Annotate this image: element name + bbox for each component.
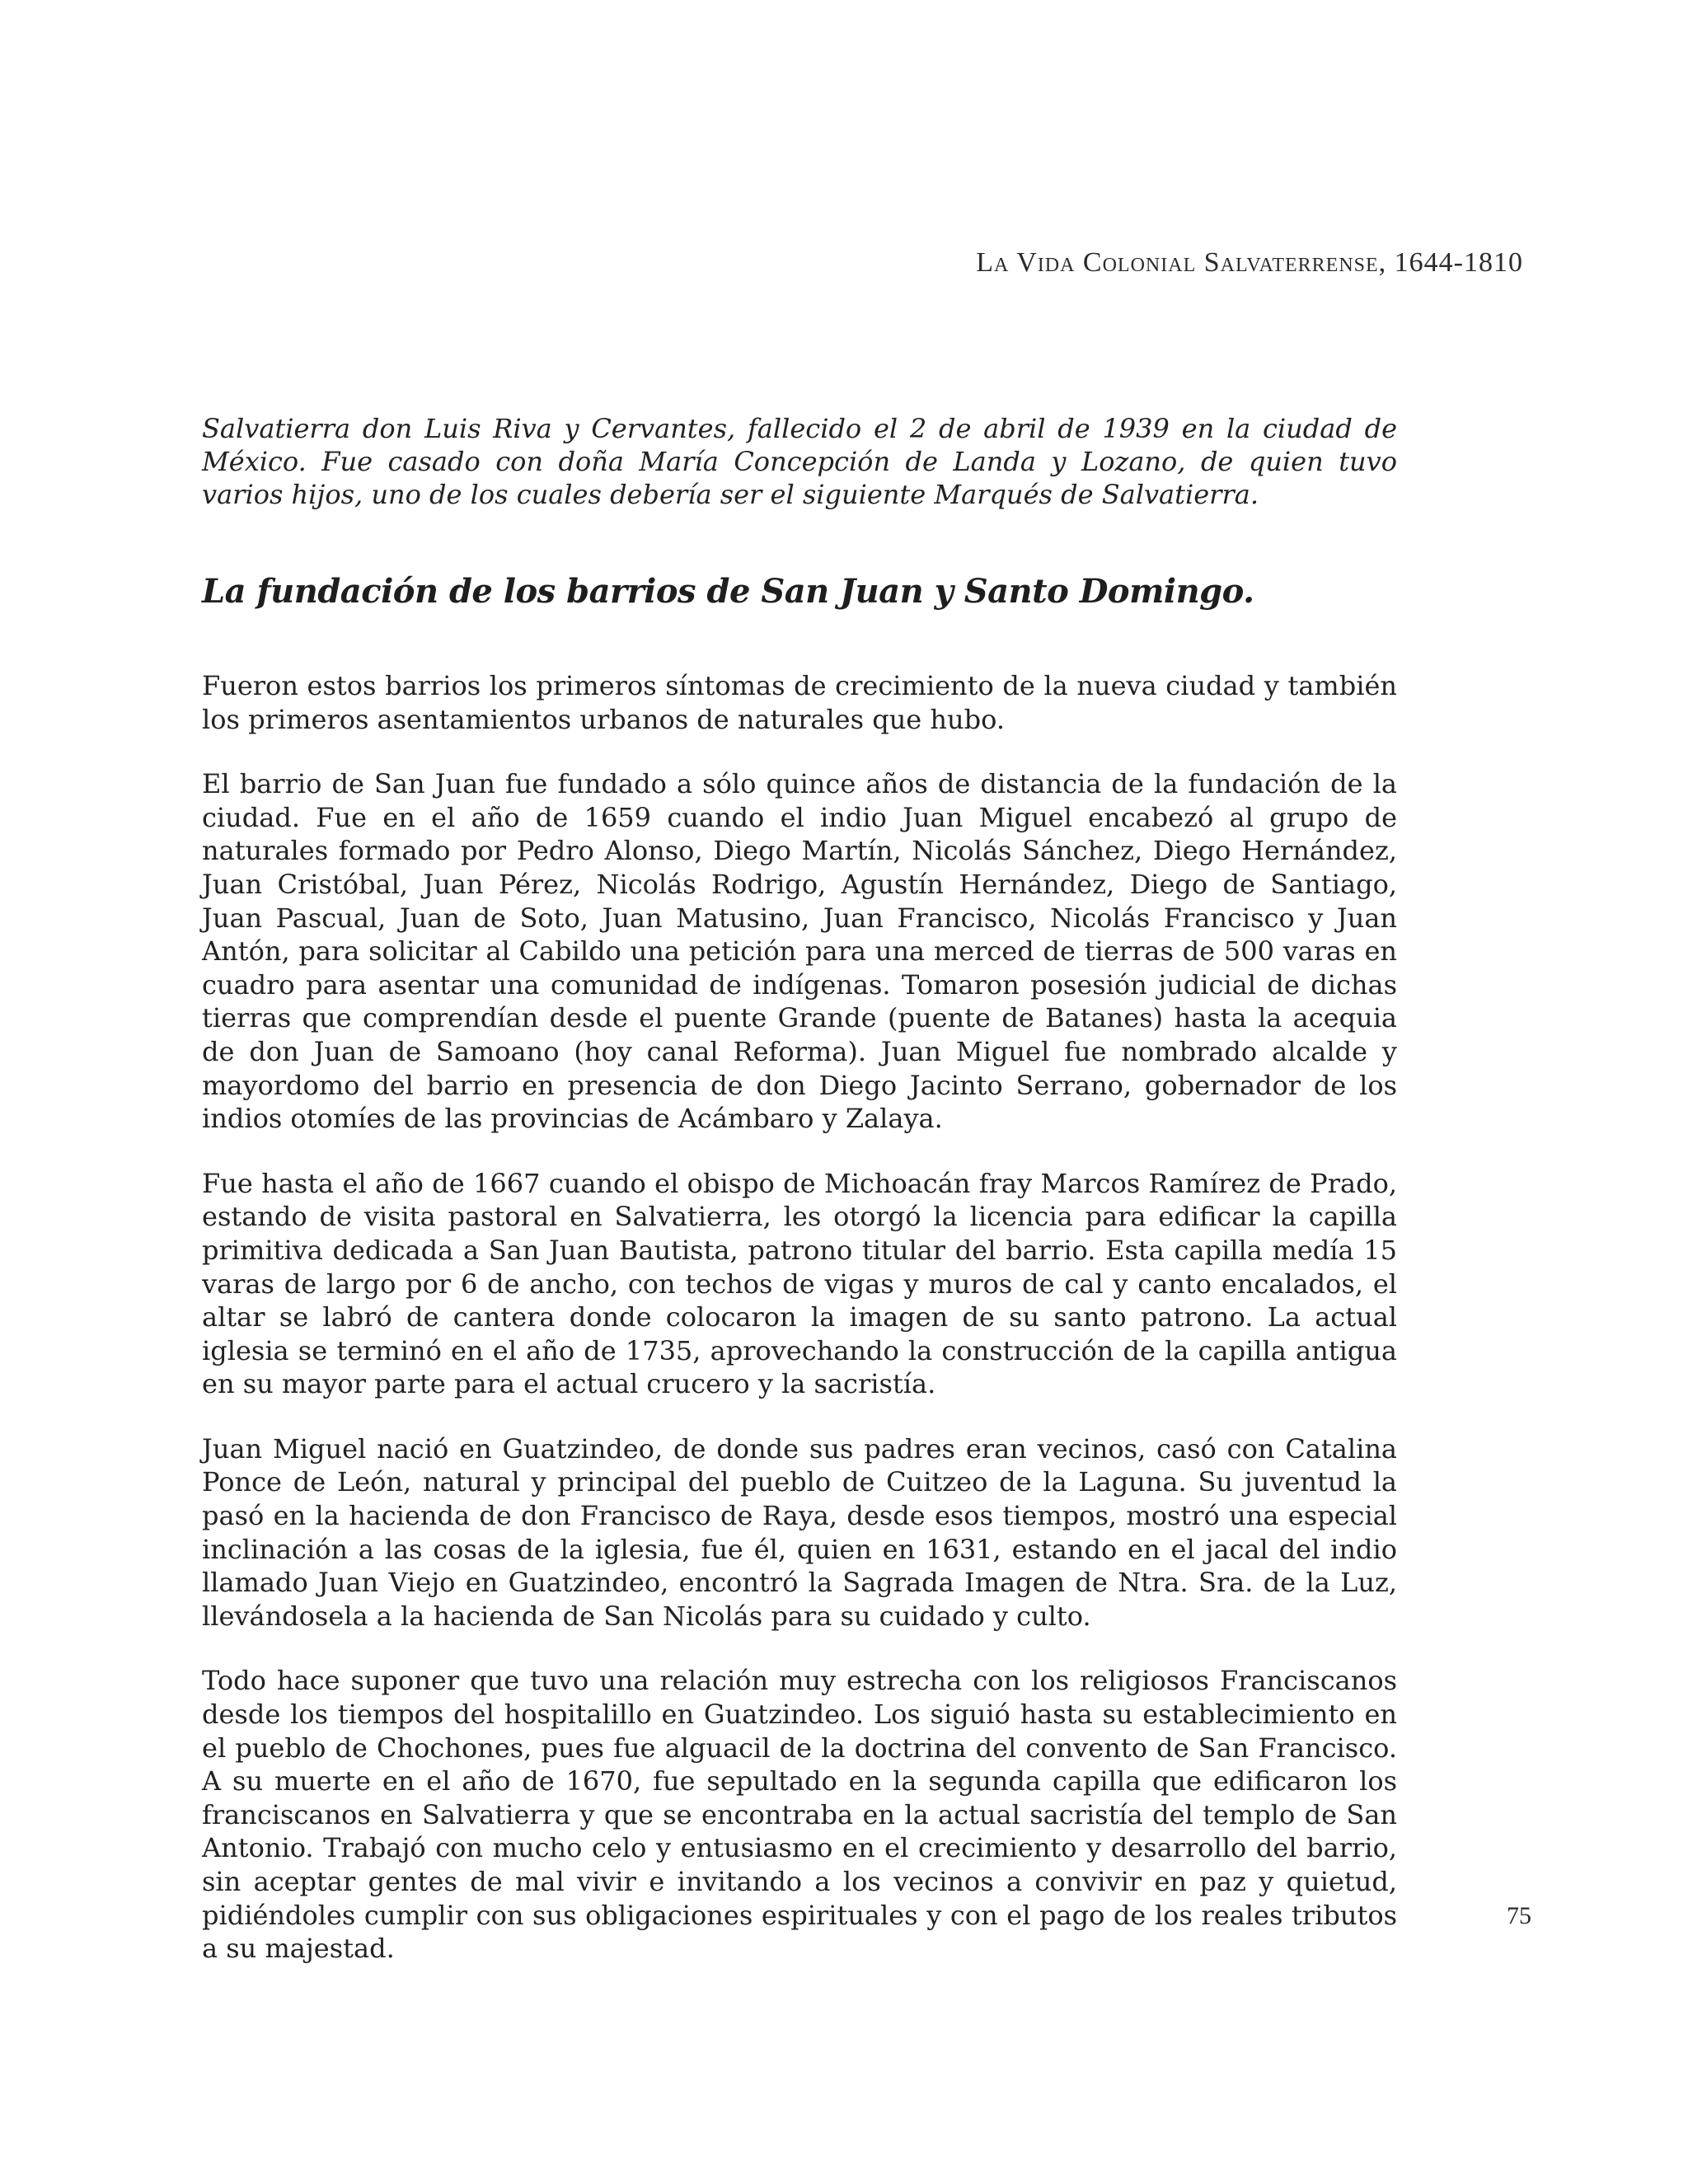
running-header: La Vida Colonial Salvaterrense, 1644-1810 xyxy=(976,247,1523,278)
page-number: 75 xyxy=(1507,1902,1531,1929)
paragraph-4: Juan Miguel nació en Guatzindeo, de donde sus padres eran vecinos, casó con Catalina Ponce de León, natural y principal del pueblo de Cuitzeo de la Laguna. Su juventud la pasó en la hacienda de don Francisco de Raya, desde esos tiempos, mostró una especial inclinación a las cosas de la iglesia, fue él, quien en 1631, estando en el jacal del indio llamado Juan Viejo en Guatzindeo, encontró la Sagrada Imagen de Ntra. Sra. de la Luz, llevándosela a la hacienda de San Nicolás para su cuidado y culto. xyxy=(202,1432,1397,1632)
section-title: La fundación de los barrios de San Juan y Santo Domingo. xyxy=(202,572,1254,611)
intro-note: Salvatierra don Luis Riva y Cervantes, fallecido el 2 de abril de 1939 en la ciudad de México. Fue casado con doña María Concepción de Landa y Lozano, de quien tuvo varios hijos, uno de los cuales debería ser el siguiente Marqués de Salvatierra. xyxy=(202,413,1397,510)
paragraph-1: Fueron estos barrios los primeros síntomas de crecimiento de la nueva ciudad y también los primeros asentamientos urbanos de naturales que hubo. xyxy=(202,670,1397,735)
page-content xyxy=(202,412,1397,1997)
paragraph-3: Fue hasta el año de 1667 cuando el obispo de Michoacán fray Marcos Ramírez de Prado, estando de visita pastoral en Salvatierra, les otorgó la licencia para edificar la capilla primitiva dedicada a San Juan Bautista, patrono titular del barrio. Esta capilla medía 15 varas de largo por 6 de ancho, con techos de vigas y muros de cal y canto encalados, el altar se labró de cantera donde colocaron la imagen de su santo patrono. La actual iglesia se terminó en el año de 1735, aprovechando la construcción de la capilla antigua en su mayor parte para el actual crucero y la sacristía. xyxy=(202,1167,1397,1400)
paragraph-5: Todo hace suponer que tuvo una relación muy estrecha con los religiosos Franciscanos desde los tiempos del hospitalillo en Guatzindeo. Los siguió hasta su establecimiento en el pueblo de Chochones, pues fue alguacil de la doctrina del convento de San Francisco. A su muerte en el año de 1670, fue sepultado en la segunda capilla que edificaron los franciscanos en Salvatierra y que se encontraba en la actual sacristía del templo de San Antonio. Trabajó con mucho celo y entusiasmo en el crecimiento y desarrollo del barrio, sin aceptar gentes de mal vivir e invitando a los vecinos a convivir en paz y quietud, pidiéndoles cumplir con sus obligaciones espirituales y con el pago de los reales tributos a su majestad. xyxy=(202,1665,1397,1965)
paragraph-2: El barrio de San Juan fue fundado a sólo quince años de distancia de la fundación de la ciudad. Fue en el año de 1659 cuando el indio Juan Miguel encabezó al grupo de naturales formado por Pedro Alonso, Diego Martín, Nicolás Sánchez, Diego Hernández, Juan Cristóbal, Juan Pérez, Nicolás Rodrigo, Agustín Hernández, Diego de Santiago, Juan Pascual, Juan de Soto, Juan Matusino, Juan Francisco, Nicolás Francisco y Juan Antón, para solicitar al Cabildo una petición para una merced de tierras de 500 varas en cuadro para asentar una comunidad de indígenas. Tomaron posesión judicial de dichas tierras que comprendían desde el puente Grande (puente de Batanes) hasta la acequia de don Juan de Samoano (hoy canal Reforma). Juan Miguel fue nombrado alcalde y mayordomo del barrio en presencia de don Diego Jacinto Serrano, gobernador de los indios otomíes de las provincias de Acámbaro y Zalaya. xyxy=(202,768,1397,1135)
